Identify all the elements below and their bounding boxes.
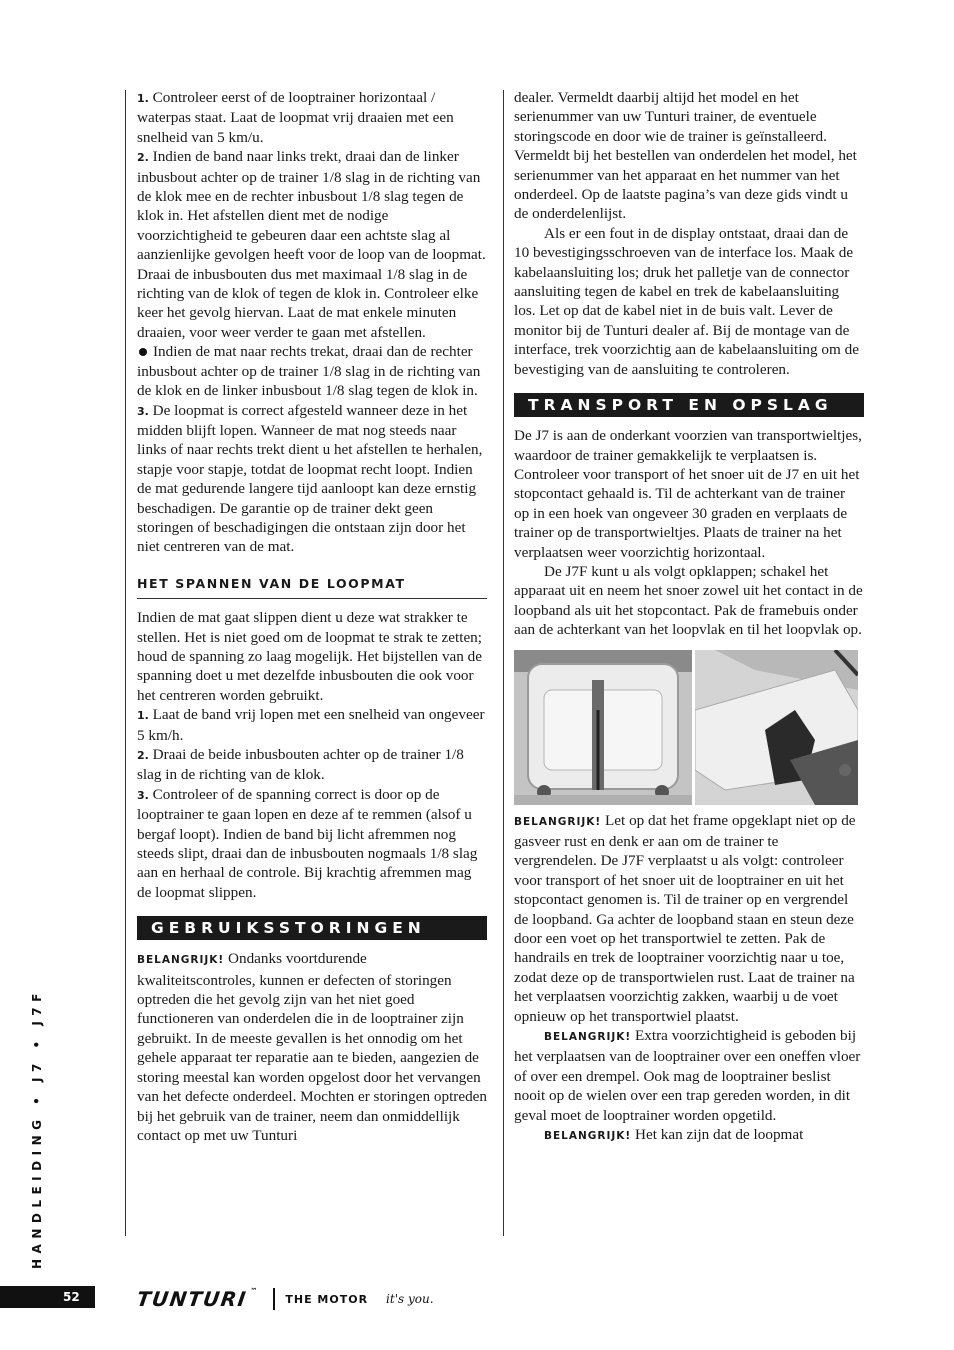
photo-lifting-deck (695, 650, 858, 805)
bullet-text: Indien de mat naar rechts trekat, draai dan de rechter inbusbout achter op de trainer 1/8 slag in de richting van de klok en de linker inbusbout 1/8 slag tegen de klok in. (137, 343, 481, 400)
important-label: BELANGRIJK! (544, 1031, 632, 1044)
step-text: Laat de band vrij lopen met een snelheid van ongeveer 5 km/h. (137, 706, 485, 744)
step-number: 3. (137, 404, 149, 418)
dealer-paragraph: dealer. Vermeldt daarbij altijd het model en het serienummer van uw Tunturi trainer, de eventuele storingscode en door wie de trainer is geïnstalleerd. Vermeldt bij het bestellen van onderdelen het model, het serienummer van het apparaat en het nummer van het onderdeel. Op de laatste pagina’s van deze gids vindt u de onderdelenlijst. (514, 89, 857, 223)
transport-paragraph: De J7 is aan de onderkant voorzien van transportwieltjes, waardoor de trainer gemakkelijk te verplaatsen is. Controleer voor transport of het snoer uit de J7 en uit het stopcontact gehaald is. Til de achterkant van de trainer op in een hoek van ongeveer 30 graden en verplaats de trainer op de transportwieltjes. Plaats de trainer na het verplaatsen weer voorzichtig horizontaal. (514, 427, 862, 561)
step-text: De loopmat is correct afgesteld wanneer deze in het midden blijft lopen. Wanneer de mat nog steeds naar links of naar rechts trekt dient u het afstellen te herhalen, stapje voor stapje, totdat de loopmat recht loopt. Indien de mat gedurende langere tijd aanloopt kan deze ernstig beschadigen. De garantie op de trainer dekt geen storingen of beschadigingen die ontstaan zijn door het niet centreren van de mat. (137, 401, 483, 556)
tension-step-1 (137, 705, 487, 745)
section-heading-transport: TRANSPORT EN OPSLAG (514, 393, 864, 417)
trademark-symbol: ™ (249, 1287, 260, 1295)
left-column (137, 88, 487, 1145)
faults-text: Ondanks voortdurende kwaliteitscontroles, kunnen er defecten of storingen optreden die het gevolg zijn van het niet goed functioneren van onderdelen die in de looptrainer zijn gebruikt. In de meeste gevallen is het onnodig om het gehele apparaat ter reparatie aan te bieden, aangezien de storing meestal kan worden opgelost door het vervangen van het defecte onderdeel. Mochten er storingen optreden bij het gebruik van de trainer, neem dan onmiddellijk contact op met uw Tunturi (137, 950, 488, 1144)
bullet-icon (139, 348, 147, 356)
running-title: HANDLEIDING • J7 • J7F (30, 988, 44, 1269)
tension-step-2 (137, 745, 487, 785)
column-rule-left (125, 90, 126, 1236)
step-number: 3. (137, 788, 149, 802)
subheading-tension: HET SPANNEN VAN DE LOOPMAT (137, 574, 487, 599)
step-text: Controleer of de spanning correct is door op de looptrainer te gaan lopen en deze af te remmen (alsof u bergaf loopt). Indien de band bij licht afremmen nog steeds slipt, draai dan de inbusbouten nogmaals 1/8 slag aan en herhaal de controle. Bij krachtig afremmen mag de loopmat slippen. (137, 785, 478, 901)
footer-logo (137, 1287, 434, 1311)
step-1 (137, 88, 487, 147)
last-text: Het kan zijn dat de loopmat (631, 1126, 804, 1144)
section-heading-faults: GEBRUIKSSTORINGEN (137, 916, 487, 940)
frame-text: Let op dat het frame opgeklapt niet op de gasveer rust en denk er aan om de trainer te vergrendelen. De J7F verplaatst u als volgt: controleer voor transport of het snoer uit de looptrainer en uit het stopcontact genomen is. Til de trainer op en vergrendel de loopband. Ga achter de loopband staan en steun deze door een voet op het transportwiel te zetten. Pak de handrails en trek de looptrainer voorzichtig naar u toe, zodat deze op de transportwielen rust. Laat de trainer na het verplaatsen voorzichtig zakken, waarbij u de voet opnieuw op het transportwiel plaatst. (514, 811, 856, 1025)
brand-logo (135, 1287, 259, 1311)
extra-care-text: Extra voorzichtigheid is geboden bij het verplaatsen van de looptrainer over een oneffen vloer of over een drempel. Ook mag de looptrainer beslist nooit op de wielen over een trap gereden worden, in dit geval moet de looptrainer worden opgetild. (514, 1027, 861, 1124)
right-column (514, 88, 864, 1146)
page-number: 52 (0, 1286, 95, 1308)
photo-frame-tube (514, 650, 692, 805)
tension-intro: Indien de mat gaat slippen dient u deze wat strakker te stellen. Het is niet goed om de loopmat te strak te zetten; houd de spanning zo laag mogelijk. Het bijstellen van de spanning doet u met dezelfde inbusbouten die ook voor het centreren worden gebruikt. (137, 609, 483, 704)
step-3 (137, 401, 487, 557)
tagline-script: it's you. (386, 1292, 434, 1306)
fold-paragraph: De J7F kunt u als volgt opklappen; schakel het apparaat uit en neem het snoer zowel uit het contact in de loopband als uit het stopcontact. Pak de framebuis onder aan de achterkant van het loopvlak en til het loopvlak op. (514, 562, 863, 639)
step-text: Indien de band naar links trekt, draai dan de linker inbusbout achter op de trainer 1/8 slag in de richting van de klok mee en de rechter inbusbout 1/8 slag tegen de klok in. Het afstellen dient met de nodige voorzichtigheid te gebeuren daar een achtste slag al aanzienlijke gevolgen heeft voor de loop van de loopmat. Draai de inbusbouten dus met maximaal 1/8 slag in de richting van de klok of tegen de klok in. Controleer elke keer het gevolg hiervan. Laat de mat enkele minuten draaien, voor weer verder te gaan met afstellen. (137, 148, 486, 341)
step-number: 1. (137, 92, 149, 105)
bullet-item (137, 342, 487, 400)
extra-care-paragraph (514, 1026, 864, 1125)
frame-paragraph (514, 811, 864, 1026)
photo-strip (514, 650, 864, 805)
faults-paragraph (137, 949, 487, 1145)
important-label: BELANGRIJK! (137, 954, 225, 967)
important-label: BELANGRIJK! (544, 1130, 632, 1143)
step-number: 2. (137, 749, 149, 762)
brand-name: TUNTURI (135, 1287, 249, 1311)
last-paragraph (514, 1125, 864, 1146)
footer-divider (273, 1288, 275, 1310)
column-rule-middle (503, 90, 504, 1236)
step-2 (137, 147, 487, 342)
step-number: 1. (137, 709, 149, 723)
tension-step-3 (137, 785, 487, 902)
step-number: 2. (137, 151, 149, 165)
display-paragraph: Als er een fout in de display ontstaat, draai dan de 10 bevestigingsschroeven van de interface los. Maak de kabelaansluiting los; druk het palletje van de connector aansluiting tegen de kabel en trek de kabelaansluiting los. Let op dat de kabel niet in de buis valt. Lever de monitor bij de Tunturi dealer af. Bij de montage van de interface, trek voorzichtig aan de kabelaansluiting om de bevestiging van de aansluiting te controleren. (514, 224, 859, 378)
important-label: BELANGRIJK! (514, 815, 602, 828)
step-text: Draai de beide inbusbouten achter op de trainer 1/8 slag in de richting van de klok. (137, 746, 464, 784)
step-text: Controleer eerst of de looptrainer horizontaal / waterpas staat. Laat de loopmat vrij draaien met een snelheid van 5 km/u. (137, 89, 454, 146)
tagline: THE MOTOR (285, 1292, 369, 1306)
